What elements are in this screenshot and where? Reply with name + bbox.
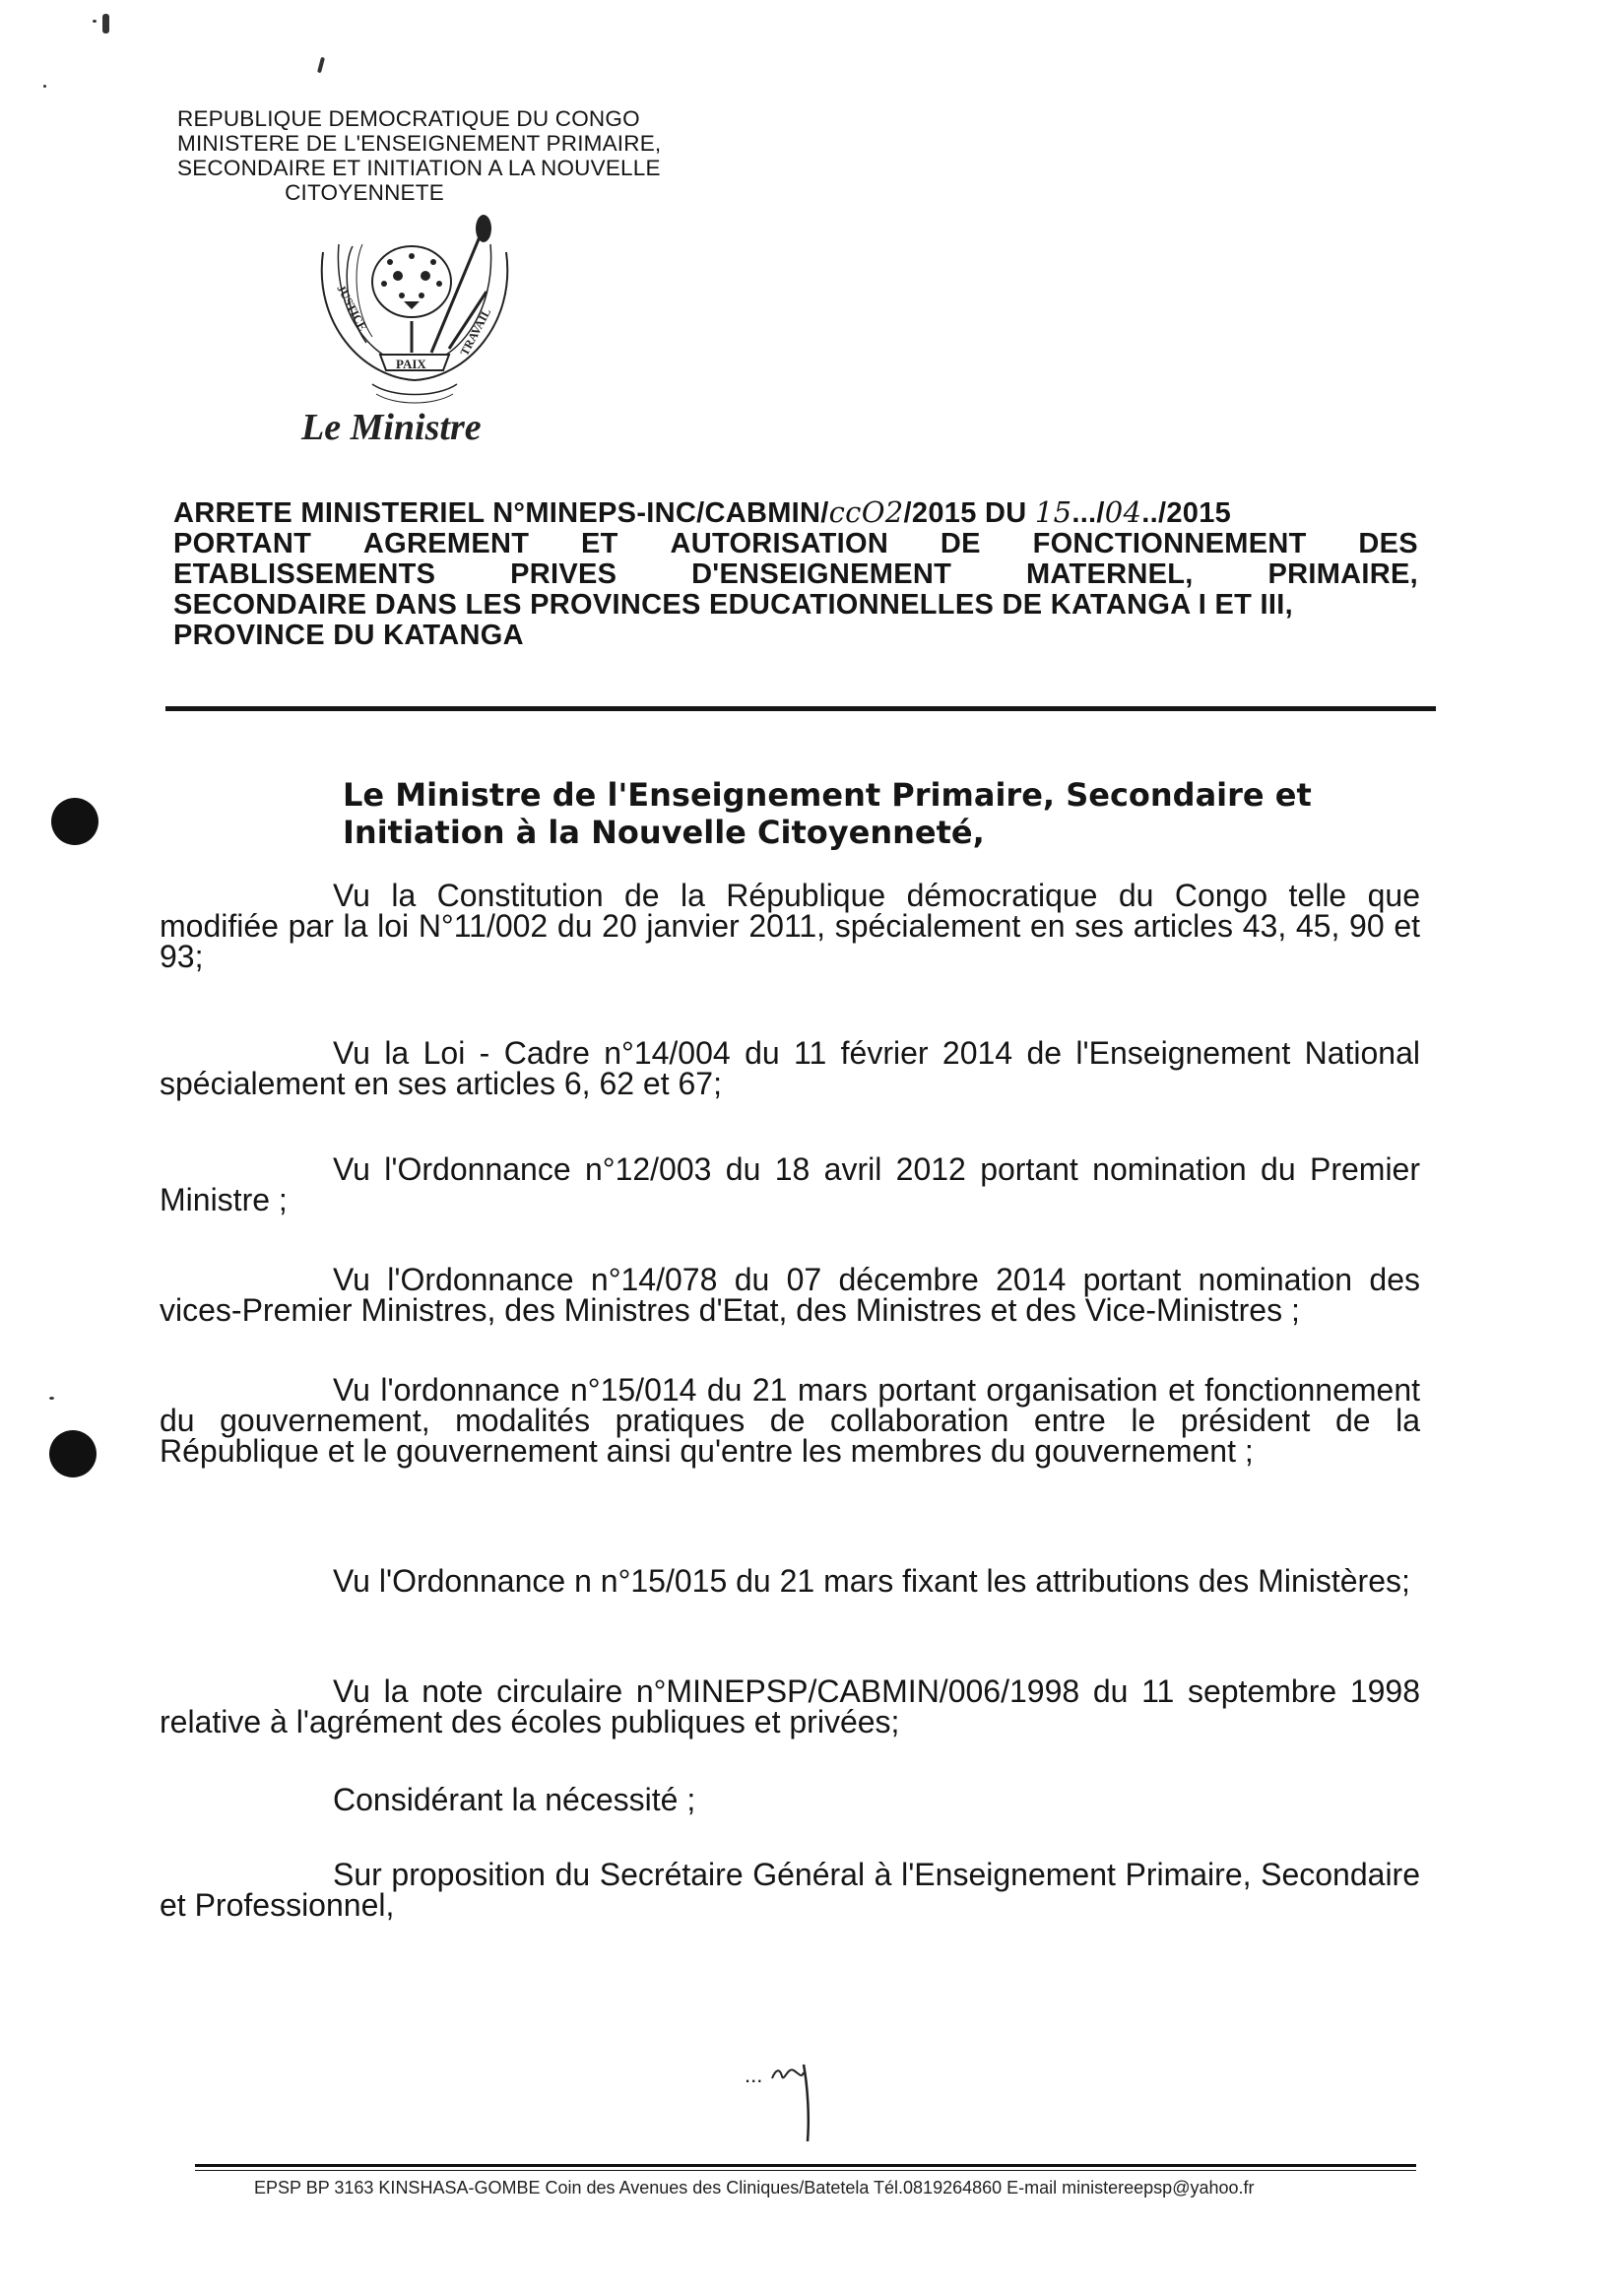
footer-rule-thin — [195, 2170, 1416, 2171]
seal-motto-paix: PAIX — [396, 357, 426, 371]
footer-rule — [195, 2164, 1416, 2167]
title-word: PRIMAIRE, — [1267, 558, 1418, 590]
paragraph-text: Vu l'Ordonnance n n°15/015 du 21 mars fixant les attributions des Ministères; — [333, 1563, 1410, 1599]
title-word: PORTANT — [173, 528, 312, 559]
scan-speck — [43, 85, 46, 88]
coat-of-arms-icon — [293, 205, 536, 422]
title-word: MATERNEL, — [1025, 558, 1194, 590]
title-word: PRIVES — [510, 558, 617, 590]
title-row-4: SECONDAIRE DANS LES PROVINCES EDUCATIONNELLES DE KATANGA I ET III, — [173, 589, 1293, 621]
paragraph-text: Vu la note circulaire n°MINEPSP/CABMIN/006/1998 du 11 septembre 1998 relative à l'agrément des écoles publiques et privées; — [160, 1673, 1420, 1739]
header-country: REPUBLIQUE DEMOCRATIQUE DU CONGO — [177, 106, 640, 131]
title-word: AGREMENT — [362, 528, 530, 559]
signatory-heading: Le Ministre — [301, 407, 482, 448]
paragraph-text: Vu la Constitution de la République démocratique du Congo telle que modifiée par la loi N°11/002 du 20 janvier 2011, spécialement en ses articles 43, 45, 90 et 93; — [160, 878, 1420, 974]
title-row-1 — [173, 497, 1418, 529]
decree-date-sep: .../ — [1071, 497, 1105, 529]
paragraph-text: Vu l'Ordonnance n°14/078 du 07 décembre 2014 portant nomination des vices-Premier Ministres, des Ministres d'Etat, des Ministres et des Vice-Ministres ; — [160, 1262, 1420, 1328]
title-word: D'ENSEIGNEMENT — [691, 558, 952, 590]
paragraph-text: Sur proposition du Secrétaire Général à l'Enseignement Primaire, Secondaire et Professionnel, — [160, 1857, 1420, 1923]
scan-speck — [49, 1397, 54, 1400]
considerant-organisation — [160, 1372, 1420, 1469]
title-word: DES — [1358, 528, 1418, 559]
minister-intro: Le Ministre de l'Enseignement Primaire, Secondaire et Initiation à la Nouvelle Citoyenneté, — [343, 776, 1312, 851]
title-word: ET — [581, 528, 618, 559]
punch-hole-top — [51, 798, 98, 845]
decree-number-line — [173, 497, 1231, 529]
header-ministry-cont: SECONDAIRE ET INITIATION A LA NOUVELLE — [177, 156, 661, 180]
title-word: FONCTIONNEMENT — [1032, 528, 1307, 559]
decree-title — [173, 497, 1418, 651]
considerant-nomination — [160, 1262, 1420, 1328]
decree-number-prefix: ARRETE MINISTERIEL N°MINEPS-INC/CABMIN/ — [173, 497, 829, 529]
title-word: ETABLISSEMENTS — [173, 558, 436, 590]
decree-day-handwritten: 15 — [1034, 495, 1072, 529]
considerant-attributions — [160, 1563, 1420, 1599]
scan-speck — [317, 57, 325, 73]
paragraph-text: Vu l'Ordonnance n°12/003 du 18 avril 2012 portant nomination du Premier Ministre ; — [160, 1151, 1420, 1217]
paragraph-text: Considérant la nécessité ; — [333, 1782, 696, 1817]
title-row-2 — [173, 529, 1418, 559]
header-ministry: MINISTERE DE L'ENSEIGNEMENT PRIMAIRE, — [177, 131, 662, 156]
footer-address: EPSP BP 3163 KINSHASA-GOMBE Coin des Avenues des Cliniques/Batetela Tél.0819264860 E-mail ministereepsp@yahoo.fr — [254, 2178, 1255, 2198]
signature-dots: ... — [745, 2063, 763, 2087]
punch-hole-bottom — [49, 1430, 97, 1477]
seal-motto-justice: JUSTICE — [334, 282, 370, 334]
title-row-3 — [173, 559, 1418, 590]
considerant-constitution — [160, 878, 1420, 974]
title-divider — [165, 706, 1436, 711]
considerant-note-circulaire — [160, 1673, 1420, 1739]
paragraph-text: Vu la Loi - Cadre n°14/004 du 11 février 2014 de l'Enseignement National spécialement en ses articles 6, 62 et 67; — [160, 1035, 1420, 1101]
scan-speck — [102, 14, 109, 33]
header-ministry-end: CITOYENNETE — [285, 180, 444, 205]
paragraph-text: Vu l'ordonnance n°15/014 du 21 mars portant organisation et fonctionnement du gouvernement, modalités pratiques de collaboration entre le président de la République et le gouvernement ainsi qu'entre les membres du gouvernement ; — [160, 1372, 1420, 1469]
scan-speck — [93, 20, 97, 23]
decree-month-handwritten: 04 — [1104, 495, 1142, 529]
decree-year: /2015 DU — [903, 497, 1035, 529]
title-word: AUTORISATION — [670, 528, 889, 559]
title-row-5: PROVINCE DU KATANGA — [173, 620, 524, 651]
page-continuation-signature — [745, 2057, 843, 2145]
considerant-necessite — [160, 1782, 1420, 1817]
decree-number-handwritten: ccO2 — [828, 495, 904, 529]
seal-motto-travail: TRAVAIL — [457, 305, 494, 359]
considerant-loi-cadre — [160, 1035, 1420, 1101]
ministry-header — [177, 106, 768, 205]
title-word: DE — [940, 528, 981, 559]
considerant-premier-ministre — [160, 1151, 1420, 1217]
proposition-secretaire — [160, 1857, 1420, 1923]
decree-date-year: ../2015 — [1141, 497, 1232, 529]
